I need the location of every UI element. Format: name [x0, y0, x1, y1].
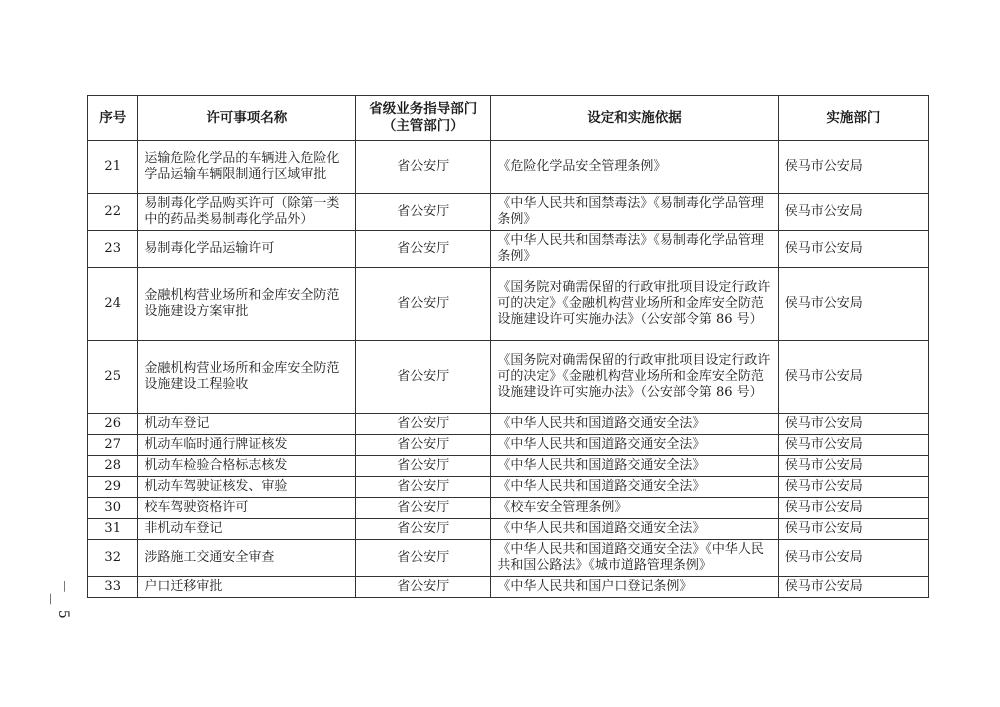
row-impl: 侯马市公安局	[778, 194, 928, 231]
row-no: 28	[88, 456, 138, 477]
row-no: 25	[88, 341, 138, 414]
row-dept: 省公安厅	[356, 268, 491, 341]
row-name: 金融机构营业场所和金库安全防范设施建设工程验收	[138, 341, 356, 414]
row-no: 27	[88, 435, 138, 456]
row-name: 机动车驾驶证核发、审验	[138, 477, 356, 498]
row-basis: 《中华人民共和国道路交通安全法》	[491, 435, 778, 456]
row-basis: 《中华人民共和国道路交通安全法》	[491, 414, 778, 435]
row-impl: 侯马市公安局	[778, 435, 928, 456]
row-no: 23	[88, 231, 138, 268]
row-no: 31	[88, 519, 138, 540]
row-impl: 侯马市公安局	[778, 268, 928, 341]
row-name: 易制毒化学品购买许可（除第一类中的药品类易制毒化学品外）	[138, 194, 356, 231]
row-dept: 省公安厅	[356, 341, 491, 414]
row-impl: 侯马市公安局	[778, 498, 928, 519]
table-row	[88, 477, 929, 498]
row-name: 涉路施工交通安全审查	[138, 540, 356, 577]
row-dept: 省公安厅	[356, 231, 491, 268]
row-name: 非机动车登记	[138, 519, 356, 540]
row-dept: 省公安厅	[356, 194, 491, 231]
row-no: 21	[88, 141, 138, 194]
table-header-row	[88, 96, 929, 141]
table-row	[88, 498, 929, 519]
row-no: 30	[88, 498, 138, 519]
table-row	[88, 141, 929, 194]
table-row	[88, 435, 929, 456]
row-no: 32	[88, 540, 138, 577]
row-dept: 省公安厅	[356, 498, 491, 519]
row-impl: 侯马市公安局	[778, 141, 928, 194]
row-basis: 《中华人民共和国道路交通安全法》《中华人民共和国公路法》《城市道路管理条例》	[491, 540, 778, 577]
row-dept: 省公安厅	[356, 456, 491, 477]
row-no: 29	[88, 477, 138, 498]
header-dept: 省级业务指导部门（主管部门）	[356, 96, 491, 141]
row-basis: 《危险化学品安全管理条例》	[491, 141, 778, 194]
row-basis: 《国务院对确需保留的行政审批项目设定行政许可的决定》《金融机构营业场所和金库安全防范设施建设许可实施办法》（公安部令第 86 号）	[491, 341, 778, 414]
row-name: 运输危险化学品的车辆进入危险化学品运输车辆限制通行区域审批	[138, 141, 356, 194]
row-dept: 省公安厅	[356, 435, 491, 456]
table-row	[88, 456, 929, 477]
row-name: 机动车临时通行牌证核发	[138, 435, 356, 456]
row-name: 金融机构营业场所和金库安全防范设施建设方案审批	[138, 268, 356, 341]
row-impl: 侯马市公安局	[778, 519, 928, 540]
row-name: 机动车登记	[138, 414, 356, 435]
row-basis: 《校车安全管理条例》	[491, 498, 778, 519]
row-no: 26	[88, 414, 138, 435]
row-impl: 侯马市公安局	[778, 477, 928, 498]
header-impl: 实施部门	[778, 96, 928, 141]
row-impl: 侯马市公安局	[778, 414, 928, 435]
row-impl: 侯马市公安局	[778, 341, 928, 414]
table-row	[88, 268, 929, 341]
row-impl: 侯马市公安局	[778, 231, 928, 268]
table-row	[88, 540, 929, 577]
row-dept: 省公安厅	[356, 477, 491, 498]
table-row	[88, 577, 929, 598]
row-name: 户口迁移审批	[138, 577, 356, 598]
header-no: 序号	[88, 96, 138, 141]
row-impl: 侯马市公安局	[778, 577, 928, 598]
table-row	[88, 519, 929, 540]
table-row	[88, 341, 929, 414]
table-row	[88, 414, 929, 435]
header-name: 许可事项名称	[138, 96, 356, 141]
table-row	[88, 231, 929, 268]
row-basis: 《中华人民共和国道路交通安全法》	[491, 456, 778, 477]
table-row	[88, 194, 929, 231]
row-basis: 《中华人民共和国禁毒法》《易制毒化学品管理条例》	[491, 231, 778, 268]
row-basis: 《国务院对确需保留的行政审批项目设定行政许可的决定》《金融机构营业场所和金库安全防范设施建设许可实施办法》（公安部令第 86 号）	[491, 268, 778, 341]
row-dept: 省公安厅	[356, 577, 491, 598]
row-dept: 省公安厅	[356, 414, 491, 435]
row-impl: 侯马市公安局	[778, 456, 928, 477]
row-dept: 省公安厅	[356, 141, 491, 194]
row-dept: 省公安厅	[356, 519, 491, 540]
row-no: 24	[88, 268, 138, 341]
permit-table	[87, 95, 929, 598]
row-no: 33	[88, 577, 138, 598]
row-impl: 侯马市公安局	[778, 540, 928, 577]
row-name: 校车驾驶资格许可	[138, 498, 356, 519]
row-no: 22	[88, 194, 138, 231]
row-dept: 省公安厅	[356, 540, 491, 577]
row-name: 机动车检验合格标志核发	[138, 456, 356, 477]
row-name: 易制毒化学品运输许可	[138, 231, 356, 268]
header-basis: 设定和实施依据	[491, 96, 778, 141]
row-basis: 《中华人民共和国户口登记条例》	[491, 577, 778, 598]
row-basis: 《中华人民共和国道路交通安全法》	[491, 519, 778, 540]
row-basis: 《中华人民共和国道路交通安全法》	[491, 477, 778, 498]
row-basis: 《中华人民共和国禁毒法》《易制毒化学品管理条例》	[491, 194, 778, 231]
